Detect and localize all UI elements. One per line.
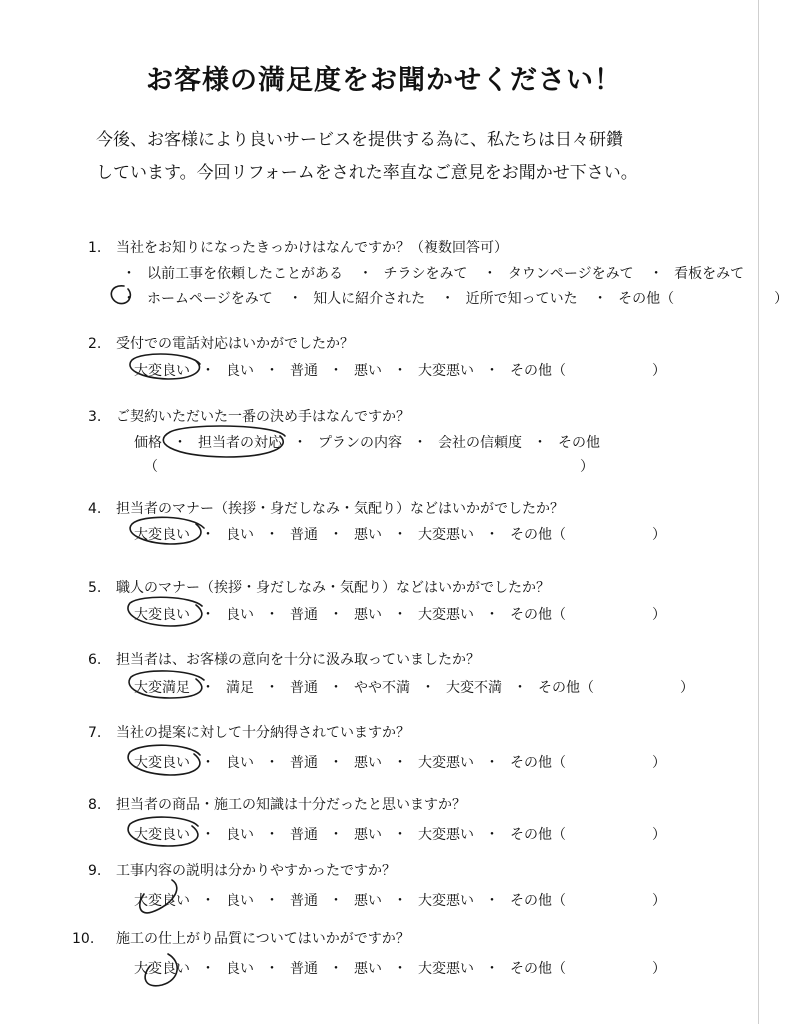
- option-担当者の対応[interactable]: 担当者の対応: [198, 435, 282, 451]
- separator: ・: [201, 527, 215, 543]
- separator: ・: [265, 961, 279, 977]
- option-満足[interactable]: 満足: [226, 680, 254, 696]
- question-3-options: [134, 432, 600, 452]
- option-大変良い[interactable]: 大変良い: [134, 527, 190, 543]
- option-悪い[interactable]: 悪い: [354, 893, 382, 909]
- question-text: 担当者のマナー（挨拶・身だしなみ・気配り）などはいかがでしたか？: [116, 501, 564, 517]
- separator: ・: [173, 435, 187, 451]
- option-普通[interactable]: 普通: [290, 527, 318, 543]
- question-1-options-row-2: [122, 288, 788, 308]
- separator: ・: [329, 755, 343, 771]
- option-大変悪い[interactable]: 大変悪い: [418, 893, 474, 909]
- option-その他[interactable]: その他（: [510, 755, 566, 771]
- intro-line-2: しています。今回リフォームをされた率直なご意見をお聞かせ下さい。: [96, 163, 638, 183]
- question-number: 10.: [72, 931, 95, 947]
- option-看板をみて[interactable]: 看板をみて: [674, 266, 745, 282]
- close-paren: ）: [580, 459, 594, 475]
- separator: ・: [201, 961, 215, 977]
- separator: ・: [533, 435, 547, 451]
- option-悪い[interactable]: 悪い: [354, 827, 382, 843]
- separator: ・: [265, 827, 279, 843]
- question-text: 担当者の商品・施工の知識は十分だったと思いますか？: [116, 797, 466, 813]
- question-1-options-row-1: [122, 263, 744, 283]
- separator: ・: [393, 527, 407, 543]
- option-大変不満[interactable]: 大変不満: [446, 680, 502, 696]
- separator: ・: [122, 266, 136, 282]
- separator: ・: [485, 363, 499, 379]
- question-6-options: [134, 677, 694, 697]
- question-text: ご契約いただいた一番の決め手はなんですか？: [116, 409, 410, 425]
- question-number: 4.: [88, 501, 102, 517]
- question-text: 当社をお知りになったきっかけはなんですか？（複数回答可）: [116, 240, 508, 256]
- option-良い[interactable]: 良い: [226, 607, 254, 623]
- separator: ・: [393, 607, 407, 623]
- separator: ・: [329, 827, 343, 843]
- option-大変良い[interactable]: 大変良い: [134, 893, 190, 909]
- separator: ・: [201, 827, 215, 843]
- question-text: 当社の提案に対して十分納得されていますか？: [116, 725, 410, 741]
- separator: ・: [265, 363, 279, 379]
- option-良い[interactable]: 良い: [226, 755, 254, 771]
- option-普通[interactable]: 普通: [290, 827, 318, 843]
- separator: ・: [329, 607, 343, 623]
- question-number: 3.: [88, 409, 102, 425]
- question-number: 8.: [88, 797, 102, 813]
- option-悪い[interactable]: 悪い: [354, 527, 382, 543]
- option-悪い[interactable]: 悪い: [354, 607, 382, 623]
- question-10-options: [134, 958, 666, 978]
- option-その他[interactable]: その他: [558, 435, 600, 451]
- separator: ・: [513, 680, 527, 696]
- option-大変悪い[interactable]: 大変悪い: [418, 527, 474, 543]
- separator: ・: [201, 755, 215, 771]
- option-大変良い[interactable]: 大変良い: [134, 755, 190, 771]
- separator: ・: [393, 827, 407, 843]
- option-その他[interactable]: その他（: [510, 893, 566, 909]
- option-プランの内容[interactable]: プランの内容: [318, 435, 402, 451]
- question-5: [88, 577, 550, 597]
- option-大変満足[interactable]: 大変満足: [134, 680, 190, 696]
- open-paren: （: [144, 459, 158, 475]
- option-普通[interactable]: 普通: [290, 893, 318, 909]
- option-大変良い[interactable]: 大変良い: [134, 363, 190, 379]
- close-paren: ）: [652, 755, 666, 771]
- page-edge: [758, 0, 759, 1024]
- separator: ・: [201, 893, 215, 909]
- separator: ・: [265, 755, 279, 771]
- option-悪い[interactable]: 悪い: [354, 363, 382, 379]
- option-知人に紹介された[interactable]: 知人に紹介された: [313, 291, 426, 307]
- option-良い[interactable]: 良い: [226, 893, 254, 909]
- question-2-options: [134, 360, 666, 380]
- option-その他[interactable]: その他（: [510, 527, 566, 543]
- separator: ・: [393, 363, 407, 379]
- option-その他[interactable]: その他（: [510, 363, 566, 379]
- question-text: 受付での電話対応はいかがでしたか？: [116, 336, 354, 352]
- question-3: [88, 406, 410, 426]
- separator: ・: [329, 527, 343, 543]
- close-paren: ）: [652, 893, 666, 909]
- option-やや不満[interactable]: やや不満: [354, 680, 410, 696]
- option-良い[interactable]: 良い: [226, 527, 254, 543]
- question-8-options: [134, 824, 666, 844]
- separator: ・: [288, 291, 303, 307]
- option-価格[interactable]: 価格: [134, 435, 162, 451]
- separator: ・: [485, 827, 499, 843]
- question-7: [88, 722, 410, 742]
- option-普通[interactable]: 普通: [290, 755, 318, 771]
- separator: ・: [329, 363, 343, 379]
- separator: ・: [329, 680, 343, 696]
- question-7-options: [134, 752, 666, 772]
- question-text: 施工の仕上がり品質についてはいかがですか？: [116, 931, 410, 947]
- question-text: 担当者は、お客様の意向を十分に汲み取っていましたか？: [116, 652, 480, 668]
- separator: ・: [485, 893, 499, 909]
- option-大変良い[interactable]: 大変良い: [134, 961, 190, 977]
- close-paren: ）: [774, 291, 788, 307]
- question-3-other-line: [144, 456, 594, 476]
- close-paren: ）: [652, 607, 666, 623]
- question-8: [88, 794, 466, 814]
- question-2: [88, 333, 354, 353]
- option-良い[interactable]: 良い: [226, 827, 254, 843]
- separator: ・: [393, 755, 407, 771]
- close-paren: ）: [652, 363, 666, 379]
- separator: ・: [440, 291, 455, 307]
- question-4: [88, 498, 564, 518]
- option-ホームページをみて[interactable]: ホームページをみて: [147, 291, 273, 307]
- separator: ・: [293, 435, 307, 451]
- option-大変悪い[interactable]: 大変悪い: [418, 363, 474, 379]
- question-number: 9.: [88, 863, 102, 879]
- separator: ・: [265, 527, 279, 543]
- separator: ・: [265, 607, 279, 623]
- separator: ・: [358, 266, 373, 282]
- option-近所で知っていた[interactable]: 近所で知っていた: [465, 291, 578, 307]
- question-10: [72, 928, 410, 948]
- separator: ・: [329, 893, 343, 909]
- option-その他[interactable]: その他（: [510, 827, 566, 843]
- option-大変良い[interactable]: 大変良い: [134, 827, 190, 843]
- separator: ・: [393, 961, 407, 977]
- separator: ・: [329, 961, 343, 977]
- option-その他[interactable]: その他（: [618, 291, 675, 307]
- separator: ・: [482, 266, 497, 282]
- separator: ・: [393, 893, 407, 909]
- page-title: お客様の満足度をお聞かせください！: [146, 65, 622, 96]
- separator: ・: [201, 607, 215, 623]
- option-悪い[interactable]: 悪い: [354, 755, 382, 771]
- close-paren: ）: [652, 961, 666, 977]
- separator: ・: [413, 435, 427, 451]
- option-普通[interactable]: 普通: [290, 961, 318, 977]
- separator: ・: [122, 291, 136, 307]
- option-その他[interactable]: その他（: [510, 961, 566, 977]
- option-普通[interactable]: 普通: [290, 363, 318, 379]
- separator: ・: [201, 680, 215, 696]
- separator: ・: [649, 266, 664, 282]
- option-以前工事を依頼したことがある[interactable]: 以前工事を依頼したことがある: [147, 266, 343, 282]
- question-9: [88, 860, 396, 880]
- option-その他[interactable]: その他（: [510, 607, 566, 623]
- option-普通[interactable]: 普通: [290, 680, 318, 696]
- question-number: 6.: [88, 652, 102, 668]
- question-text: 工事内容の説明は分かりやすかったですか？: [116, 863, 396, 879]
- option-悪い[interactable]: 悪い: [354, 961, 382, 977]
- intro-line-1: 今後、お客様により良いサービスを提供する為に、私たちは日々研鑽: [96, 130, 623, 150]
- option-大変悪い[interactable]: 大変悪い: [418, 755, 474, 771]
- option-大変悪い[interactable]: 大変悪い: [418, 827, 474, 843]
- separator: ・: [593, 291, 608, 307]
- close-paren: ）: [652, 827, 666, 843]
- option-タウンページをみて[interactable]: タウンページをみて: [507, 266, 634, 282]
- question-number: 5.: [88, 580, 102, 596]
- separator: ・: [421, 680, 435, 696]
- question-text: 職人のマナー（挨拶・身だしなみ・気配り）などはいかがでしたか？: [116, 580, 550, 596]
- option-良い[interactable]: 良い: [226, 363, 254, 379]
- question-6: [88, 649, 480, 669]
- option-大変良い[interactable]: 大変良い: [134, 607, 190, 623]
- option-会社の信頼度[interactable]: 会社の信頼度: [438, 435, 522, 451]
- separator: ・: [485, 607, 499, 623]
- option-良い[interactable]: 良い: [226, 961, 254, 977]
- question-number: 1.: [88, 240, 102, 256]
- separator: ・: [485, 527, 499, 543]
- question-9-options: [134, 890, 666, 910]
- option-その他[interactable]: その他（: [538, 680, 594, 696]
- close-paren: ）: [652, 527, 666, 543]
- question-number: 7.: [88, 725, 102, 741]
- option-チラシをみて[interactable]: チラシをみて: [383, 266, 468, 282]
- separator: ・: [485, 961, 499, 977]
- question-5-options: [134, 604, 666, 624]
- question-1: [88, 237, 508, 257]
- close-paren: ）: [680, 680, 694, 696]
- option-大変悪い[interactable]: 大変悪い: [418, 607, 474, 623]
- separator: ・: [265, 680, 279, 696]
- option-大変悪い[interactable]: 大変悪い: [418, 961, 474, 977]
- option-普通[interactable]: 普通: [290, 607, 318, 623]
- question-number: 2.: [88, 336, 102, 352]
- question-4-options: [134, 524, 666, 544]
- separator: ・: [201, 363, 215, 379]
- separator: ・: [265, 893, 279, 909]
- separator: ・: [485, 755, 499, 771]
